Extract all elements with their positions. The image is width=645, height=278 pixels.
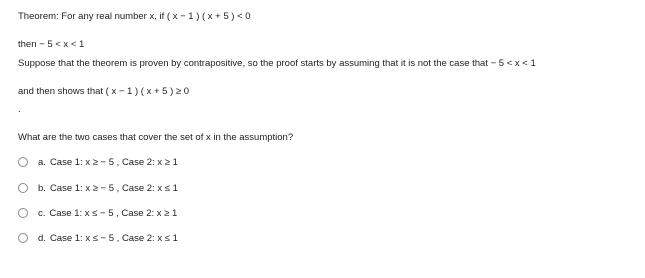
answer-option-d[interactable] [18,231,178,245]
option-letter: a. [38,156,46,168]
theorem-conclusion: then − 5 < x < 1 [18,39,85,50]
contrapositive-setup: Suppose that the theorem is proven by contrapositive, so the proof starts by assuming that it is not the case that − 5 < x < 1 [18,58,536,69]
option-text[interactable]: Case 1: x ≥ − 5 , Case 2: x ≥ 1 [49,156,178,168]
stray-dot: . [18,104,21,115]
answer-option-b[interactable] [18,181,178,195]
option-text[interactable]: Case 1: x ≤ − 5 , Case 2: x ≥ 1 [49,207,178,219]
option-letter: b. [38,182,46,194]
answer-option-a[interactable] [18,155,178,169]
option-text[interactable]: Case 1: x ≤ − 5 , Case 2: x ≤ 1 [49,232,178,244]
contrapositive-goal: and then shows that ( x − 1 ) ( x + 5 ) ≥ 0 [18,86,190,97]
question-prompt: What are the two cases that cover the set of x in the assumption? [18,132,294,143]
theorem-statement: Theorem: For any real number x, if ( x − 1 ) ( x + 5 ) < 0 [18,11,251,22]
radio-button-c[interactable] [18,208,28,218]
option-letter: d. [38,232,46,244]
radio-button-b[interactable] [18,183,28,193]
option-text[interactable]: Case 1: x ≥ − 5 , Case 2: x ≤ 1 [49,182,178,194]
radio-button-d[interactable] [18,233,28,243]
radio-button-a[interactable] [18,157,28,167]
answer-option-c[interactable] [18,206,177,220]
option-letter: c. [38,207,46,219]
